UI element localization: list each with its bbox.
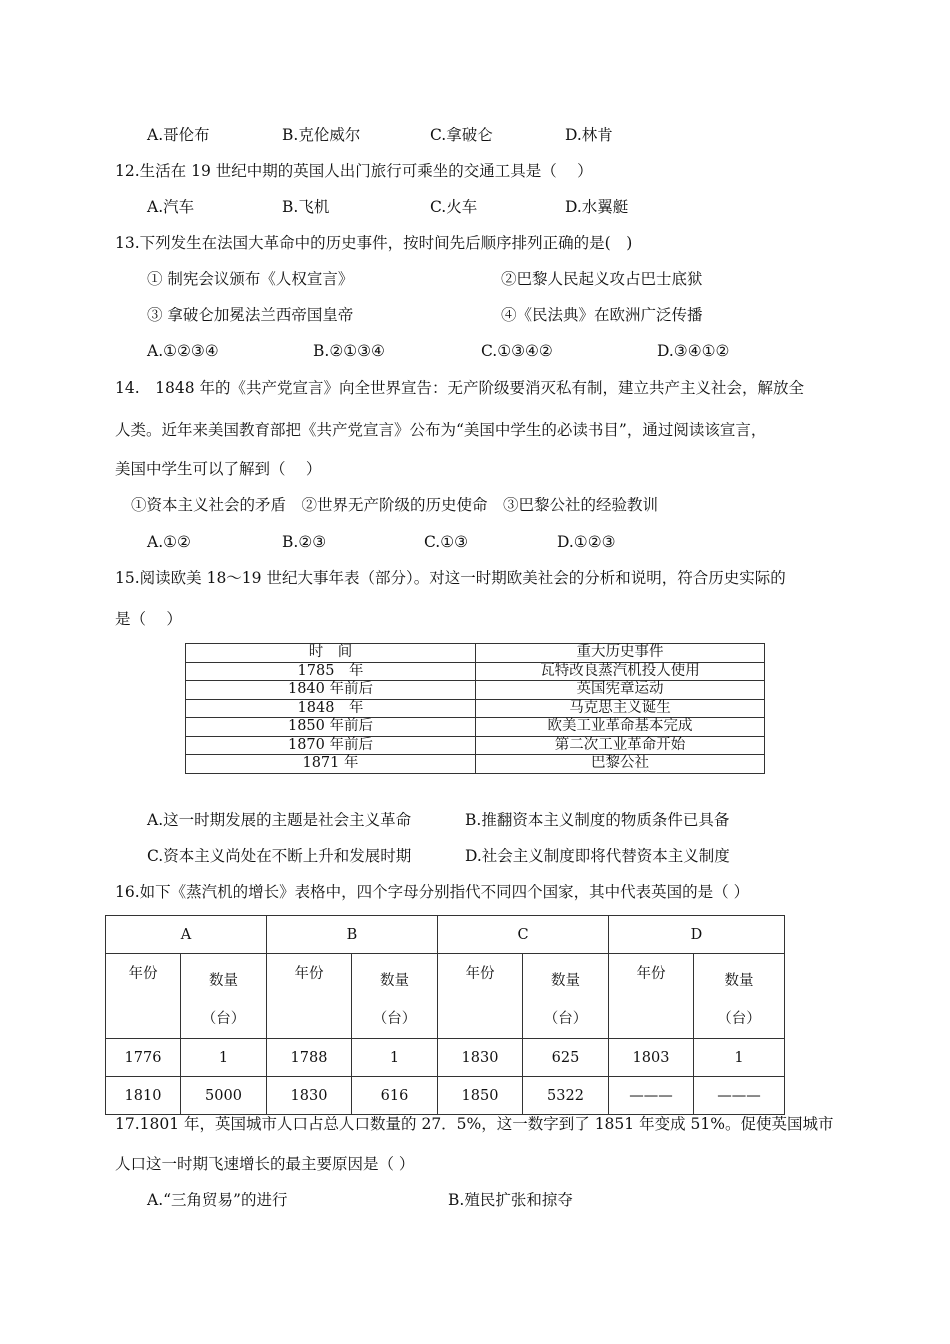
option-b: B.推翻资本主义制度的物质条件已具备 <box>465 811 730 829</box>
count-header <box>352 954 438 1039</box>
unit-label: （台） <box>717 1011 761 1027</box>
option-a: A.这一时期发展的主题是社会主义革命 <box>147 811 412 829</box>
option-b: B.②③ <box>282 533 327 551</box>
table-cell: 5322 <box>523 1077 609 1115</box>
table-cell: 英国宪章运动 <box>476 681 765 700</box>
q14-line-2: 人类。近年来美国教育部把《共产党宣言》公布为“美国中学生的必读书目”，通过阅读该宣言， <box>115 421 767 439</box>
table-cell: 1870 年前后 <box>186 736 476 755</box>
table-cell: 1 <box>181 1039 267 1077</box>
table-header: 重大历史事件 <box>476 644 765 663</box>
table-row <box>106 1039 785 1077</box>
table-cell: ——— <box>609 1077 694 1115</box>
option-a: A.①② <box>147 533 191 551</box>
table-cell: 1776 <box>106 1039 181 1077</box>
option-d: D.社会主义制度即将代替资本主义制度 <box>465 847 730 865</box>
option-c: C.资本主义尚处在不断上升和发展时期 <box>147 847 412 865</box>
table-cell: 瓦特改良蒸汽机投人使用 <box>476 662 765 681</box>
table-cell: 巴黎公社 <box>476 755 765 774</box>
group-header: A <box>106 916 267 954</box>
option-a: A.哥伦布 <box>147 126 210 144</box>
table-cell: 1871 年 <box>186 755 476 774</box>
year-header: 年份 <box>267 954 352 1039</box>
table-cell: 1788 <box>267 1039 352 1077</box>
table-cell: 1830 <box>438 1039 523 1077</box>
count-label: 数量 <box>380 973 409 989</box>
q13-item-1: ① 制宪会议颁布《人权宣言》 <box>147 270 354 288</box>
table-cell: 1785 年 <box>186 662 476 681</box>
q15-timeline-table <box>185 643 765 774</box>
table-cell: 1830 <box>267 1077 352 1115</box>
table-header-row <box>106 916 785 954</box>
option-a: A.①②③④ <box>147 342 219 360</box>
group-header: B <box>267 916 438 954</box>
option-c: C.①③ <box>424 533 469 551</box>
unit-label: （台） <box>372 1011 417 1027</box>
table-cell: 616 <box>352 1077 438 1115</box>
count-header <box>181 954 267 1039</box>
table-cell: 马克思主义诞生 <box>476 699 765 718</box>
table-row <box>186 681 765 700</box>
table-row <box>186 755 765 774</box>
option-d: D.③④①② <box>657 342 730 360</box>
table-row <box>186 736 765 755</box>
table-cell: 1850 年前后 <box>186 718 476 737</box>
option-c: C.拿破仑 <box>430 126 493 144</box>
q17-line-2: 人口这一时期飞速增长的最主要原因是（ ） <box>115 1155 415 1173</box>
q17-line-1: 17.1801 年，英国城市人口占总人口数量的 27．5%，这一数字到了 1851 年变成 51%。促使英国城市 <box>115 1115 834 1133</box>
option-a: A.汽车 <box>147 198 195 216</box>
table-cell: 1 <box>694 1039 785 1077</box>
group-header: D <box>609 916 785 954</box>
unit-label: （台） <box>543 1011 588 1027</box>
q15-line-2: 是（ ） <box>115 610 182 628</box>
group-header: C <box>438 916 609 954</box>
table-subheader-row <box>106 954 785 1039</box>
table-cell: 1810 <box>106 1077 181 1115</box>
count-label: 数量 <box>551 973 580 989</box>
table-cell: 1850 <box>438 1077 523 1115</box>
q14-line-1: 14. 1848 年的《共产党宣言》向全世界宣告：无产阶级要消灭私有制，建立共产主义社会，解放全 <box>115 379 805 397</box>
option-b: B.飞机 <box>282 198 330 216</box>
table-cell: 5000 <box>181 1077 267 1115</box>
unit-label: （台） <box>201 1011 246 1027</box>
count-label: 数量 <box>209 973 238 989</box>
option-b: B.②①③④ <box>313 342 385 360</box>
year-header: 年份 <box>438 954 523 1039</box>
table-cell: 欧美工业革命基本完成 <box>476 718 765 737</box>
table-cell: ——— <box>694 1077 785 1115</box>
q13-item-3: ③ 拿破仑加冕法兰西帝国皇帝 <box>147 306 354 324</box>
option-d: D.水翼艇 <box>565 198 629 216</box>
q12-stem: 12.生活在 19 世纪中期的英国人出门旅行可乘坐的交通工具是（ ） <box>115 162 593 180</box>
q15-line-1: 15.阅读欧美 18～19 世纪大事年表（部分）。对这一时期欧美社会的分析和说明，符合历史实际的 <box>115 569 786 587</box>
table-row <box>186 718 765 737</box>
option-c: C.火车 <box>430 198 478 216</box>
option-d: D.林肯 <box>565 126 613 144</box>
option-c: C.①③④② <box>481 342 553 360</box>
q13-item-2: ②巴黎人民起义攻占巴士底狱 <box>501 270 703 288</box>
q13-stem: 13.下列发生在法国大革命中的历史事件，按时间先后顺序排列正确的是( ) <box>115 234 633 252</box>
year-header: 年份 <box>106 954 181 1039</box>
option-a: A.“三角贸易”的进行 <box>147 1191 288 1209</box>
count-header <box>694 954 785 1039</box>
table-header: 时 间 <box>186 644 476 663</box>
q16-stem: 16.如下《蒸汽机的增长》表格中，四个字母分别指代不同四个国家，其中代表英国的是（ ） <box>115 883 750 901</box>
table-cell: 1840 年前后 <box>186 681 476 700</box>
option-b: B.克伦威尔 <box>282 126 361 144</box>
q14-line-3: 美国中学生可以了解到（ ） <box>115 460 322 478</box>
count-label: 数量 <box>724 973 754 989</box>
table-row <box>186 699 765 718</box>
q13-item-4: ④《民法典》在欧洲广泛传播 <box>501 306 703 324</box>
q16-steam-engine-table <box>105 915 785 1115</box>
year-header: 年份 <box>609 954 694 1039</box>
table-cell: 1 <box>352 1039 438 1077</box>
table-header-row <box>186 644 765 663</box>
option-d: D.①②③ <box>557 533 616 551</box>
table-cell: 1803 <box>609 1039 694 1077</box>
table-cell: 1848 年 <box>186 699 476 718</box>
table-row <box>186 662 765 681</box>
q14-items: ①资本主义社会的矛盾 ②世界无产阶级的历史使命 ③巴黎公社的经验教训 <box>131 496 659 514</box>
option-b: B.殖民扩张和掠夺 <box>448 1191 573 1209</box>
count-header <box>523 954 609 1039</box>
table-row <box>106 1077 785 1115</box>
table-cell: 625 <box>523 1039 609 1077</box>
table-cell: 第二次工业革命开始 <box>476 736 765 755</box>
